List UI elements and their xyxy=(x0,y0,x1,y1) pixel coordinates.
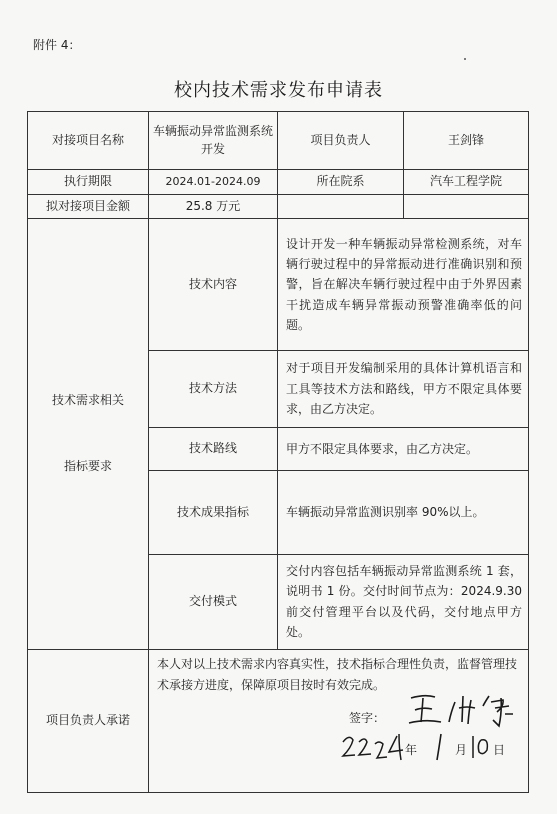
signature-label: 签字： xyxy=(349,710,386,725)
row-req-content xyxy=(28,219,529,351)
label-tech-req-line1: 技术需求相关 xyxy=(51,393,124,408)
commitment-text: 本人对以上技术需求内容真实性，技术指标合理性负责，监督管理技术承接方进度，保障原项目按时有效完成。 xyxy=(157,656,518,692)
req-label-route: 技术路线 xyxy=(149,428,278,471)
req-text-content: 设计开发一种车辆振动异常检测系统，对车辆行驶过程中的异常振动进行准确识别和预警，旨在解决车辆行驶过程中由于外界因素干扰造成车辆异常振动预警准确率低的问题。 xyxy=(278,219,529,351)
req-label-delivery: 交付模式 xyxy=(149,555,278,650)
empty-cell xyxy=(278,195,404,219)
req-text-indicator: 车辆振动异常监测识别率 90%以上。 xyxy=(278,471,529,555)
label-leader: 项目负责人 xyxy=(278,112,404,170)
req-text-delivery: 交付内容包括车辆振动异常监测系统 1 套，说明书 1 份。交付时间节点为：2024.9.30 前交付管理平台以及代码，交付地点甲方处。 xyxy=(278,555,529,650)
annex-label: 附件 4： xyxy=(33,38,81,52)
application-form-table xyxy=(27,111,529,793)
date-year-unit: 年 xyxy=(405,742,418,757)
req-text-method: 对于项目开发编制采用的具体计算机语言和工具等技术方法和路线，甲方不限定具体要求，由乙方决定。 xyxy=(278,351,529,428)
date-month-unit: 月 xyxy=(455,742,468,757)
value-period: 2024.01-2024.09 xyxy=(149,170,278,195)
spacer xyxy=(32,410,144,458)
handwritten-signature xyxy=(405,688,535,728)
value-department: 汽车工程学院 xyxy=(404,170,529,195)
label-amount: 拟对接项目金额 xyxy=(28,195,149,219)
speck xyxy=(464,58,466,60)
empty-cell xyxy=(404,195,529,219)
value-project-name: 车辆振动异常监测系统开发 xyxy=(149,112,278,170)
label-department: 所在院系 xyxy=(278,170,404,195)
row-project xyxy=(28,112,529,170)
value-amount: 25.8 万元 xyxy=(149,195,278,219)
req-label-method: 技术方法 xyxy=(149,351,278,428)
label-project-name: 对接项目名称 xyxy=(28,112,149,170)
label-tech-req-line2: 指标要求 xyxy=(63,458,112,473)
value-leader: 王剑锋 xyxy=(404,112,529,170)
label-period: 执行期限 xyxy=(28,170,149,195)
req-text-route: 甲方不限定具体要求，由乙方决定。 xyxy=(278,428,529,471)
commitment-cell xyxy=(149,649,529,792)
req-label-indicator: 技术成果指标 xyxy=(149,471,278,555)
label-commitment: 项目负责人承诺 xyxy=(28,649,149,792)
signature-row xyxy=(149,704,528,728)
handwritten-date xyxy=(339,730,539,762)
req-label-content: 技术内容 xyxy=(149,219,278,351)
date-row xyxy=(149,732,528,762)
row-period xyxy=(28,170,529,195)
form-title: 校内技术需求发布申请表 xyxy=(174,80,383,101)
row-amount xyxy=(28,195,529,219)
date-day-unit: 日 xyxy=(493,742,506,757)
row-commitment xyxy=(28,649,529,792)
label-tech-requirements xyxy=(28,219,149,650)
